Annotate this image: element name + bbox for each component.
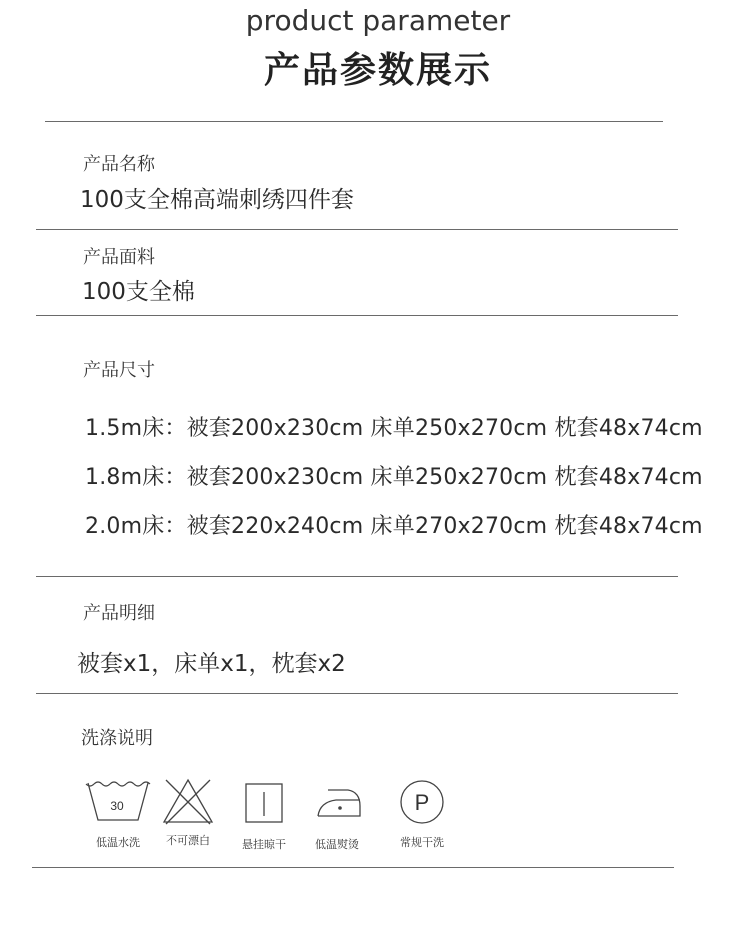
- wash-low-temp-item: [82, 778, 154, 850]
- no-bleach-item: [156, 776, 220, 848]
- divider: [32, 867, 674, 868]
- low-iron-caption: 低温熨烫: [315, 838, 359, 851]
- hang-dry-icon: [234, 780, 294, 826]
- divider: [36, 576, 678, 577]
- fabric-label: 产品面料: [83, 247, 155, 268]
- no-bleach-caption: 不可漂白: [166, 834, 210, 847]
- divider: [36, 229, 678, 230]
- size-row-2-0m: 2.0m床：被套220x240cm 床单270x270cm 枕套48x74cm: [85, 514, 703, 539]
- size-row-1-5m: 1.5m床：被套200x230cm 床单250x270cm 枕套48x74cm: [85, 416, 703, 441]
- dry-clean-item: [390, 778, 454, 850]
- size-row-1-8m: 1.8m床：被套200x230cm 床单250x270cm 枕套48x74cm: [85, 465, 703, 490]
- wash-low-temp-caption: 低温水洗: [96, 836, 140, 849]
- detail-value: 被套x1，床单x1，枕套x2: [77, 651, 346, 677]
- size-label: 产品尺寸: [83, 360, 155, 381]
- product-name-label: 产品名称: [83, 154, 155, 175]
- dry-clean-p-icon: [390, 778, 454, 826]
- low-iron-icon: [306, 780, 368, 826]
- english-title: product parameter: [245, 4, 511, 37]
- wash-tub-30-icon: [82, 778, 154, 826]
- wash-temp-number: 30: [110, 799, 124, 813]
- hang-dry-caption: 悬挂晾干: [242, 838, 286, 851]
- fabric-value: 100支全棉: [82, 279, 195, 305]
- page-title: 产品参数展示: [263, 50, 492, 91]
- detail-label: 产品明细: [83, 603, 155, 624]
- no-bleach-icon: [156, 776, 220, 826]
- divider: [45, 121, 663, 122]
- divider: [36, 693, 678, 694]
- dry-clean-caption: 常规干洗: [400, 836, 444, 849]
- wash-label: 洗涤说明: [81, 728, 153, 749]
- product-name-value: 100支全棉高端刺绣四件套: [80, 187, 354, 213]
- hang-dry-item: [234, 780, 294, 852]
- dry-clean-letter: P: [414, 790, 430, 815]
- divider: [36, 315, 678, 316]
- low-iron-item: [306, 780, 368, 852]
